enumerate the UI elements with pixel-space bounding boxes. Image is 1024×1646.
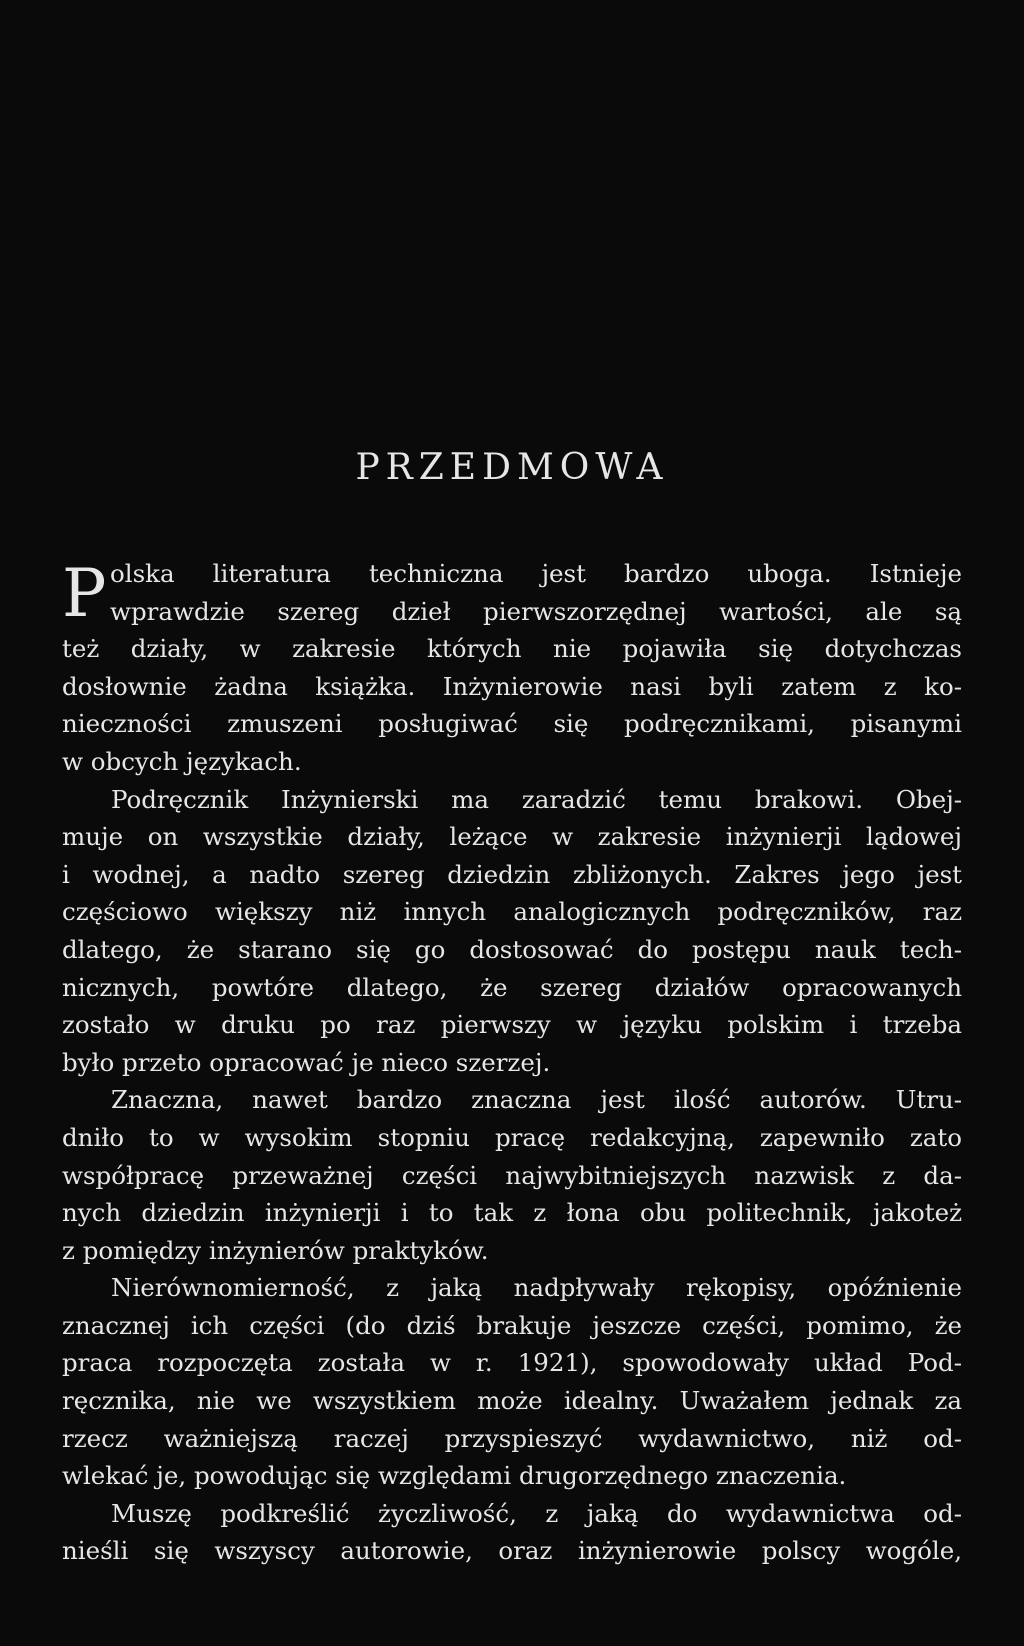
text-line: zostało w druku po raz pierwszy w języku polskim i trzeba bbox=[62, 1010, 962, 1040]
text-line: też działy, w zakresie których nie pojawiła się dotychczas bbox=[62, 634, 962, 664]
text-line: i wodnej, a nadto szereg dziedzin zbliżonych. Zakres jego jest bbox=[62, 859, 962, 889]
text-line: Nierównomierność, z jaką nadpływały rękopisy, opóźnienie bbox=[111, 1273, 962, 1303]
text-line: nych dziedzin inżynierji i to tak z łona obu politechnik, jakoteż bbox=[62, 1198, 962, 1228]
text-line: nieczności zmuszeni posługiwać się podręcznikami, pisanymi bbox=[62, 709, 962, 739]
text-line: nieśli się wszyscy autorowie, oraz inżynierowie polscy wogóle, bbox=[62, 1536, 962, 1566]
text-line: dniło to w wysokim stopniu pracę redakcyjną, zapewniło zato bbox=[62, 1122, 962, 1152]
text-line: znacznej ich części (do dziś brakuje jeszcze części, pomimo, że bbox=[62, 1310, 962, 1340]
text-line: współpracę przeważnej części najwybitniejszych nazwisk z da- bbox=[62, 1160, 962, 1190]
text-line: nicznych, powtóre dlatego, że szereg działów opracowanych bbox=[62, 972, 962, 1002]
text-line: Podręcznik Inżynierski ma zaradzić temu brakowi. Obej- bbox=[111, 784, 962, 814]
text-line: ręcznika, nie we wszystkiem może idealny. Uważałem jednak za bbox=[62, 1386, 962, 1416]
text-line: dosłownie żadna książka. Inżynierowie nasi byli zatem z ko- bbox=[62, 671, 962, 701]
text-line: praca rozpoczęta została w r. 1921), spowodowały układ Pod- bbox=[62, 1348, 962, 1378]
drop-cap-letter: P bbox=[62, 555, 107, 632]
text-line: wprawdzie szereg dzieł pierwszorzędnej wartości, ale są bbox=[110, 596, 962, 626]
preface-body bbox=[62, 555, 962, 1570]
text-line: z pomiędzy inżynierów praktyków. bbox=[62, 1235, 489, 1265]
text-line: dlatego, że starano się go dostosować do postępu nauk tech- bbox=[62, 934, 962, 964]
text-line: rzecz ważniejszą raczej przyspieszyć wydawnictwo, niż od- bbox=[62, 1423, 962, 1453]
text-line: było przeto opracować je nieco szerzej. bbox=[62, 1047, 551, 1077]
text-line: wlekać je, powodując się względami drugorzędnego znaczenia. bbox=[62, 1461, 847, 1491]
text-line: Znaczna, nawet bardzo znaczna jest ilość autorów. Utru- bbox=[111, 1085, 962, 1115]
text-line: w obcych językach. bbox=[62, 746, 302, 776]
text-line: częściowo większy niż innych analogicznych podręczników, raz bbox=[62, 897, 962, 927]
page-title: PRZEDMOWA bbox=[355, 447, 669, 488]
text-line: olska literatura techniczna jest bardzo uboga. Istnieje bbox=[110, 559, 962, 588]
text-line: Muszę podkreślić życzliwość, z jaką do wydawnictwa od- bbox=[111, 1498, 962, 1528]
text-line: muje on wszystkie działy, leżące w zakresie inżynierji lądowej bbox=[62, 822, 962, 852]
